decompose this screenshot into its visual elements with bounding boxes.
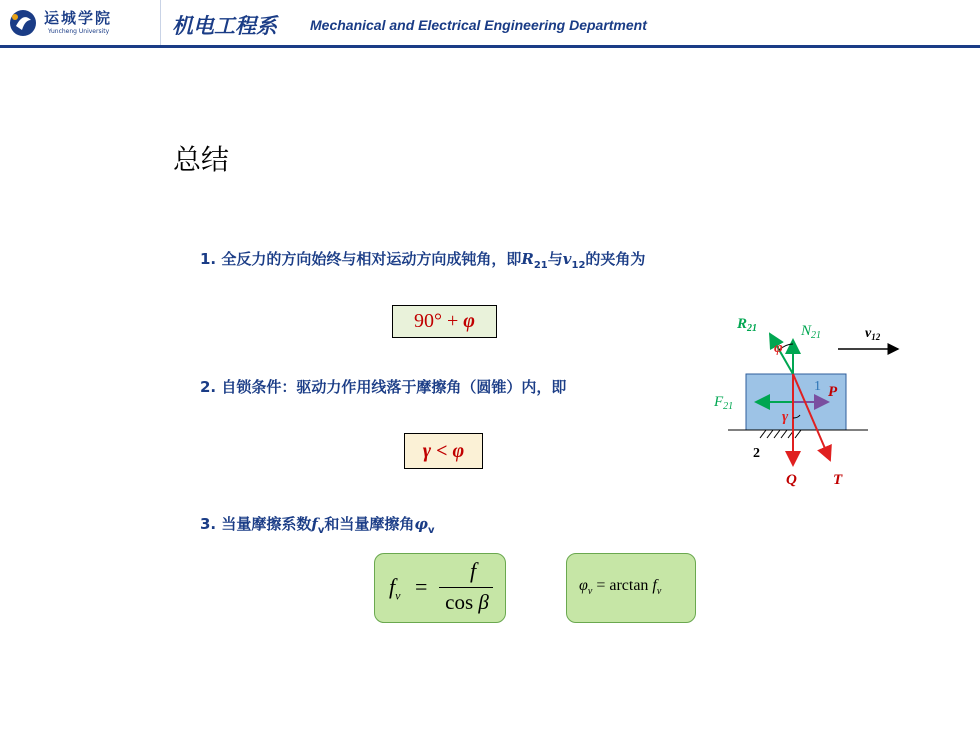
point-3-sub-phi: v <box>427 525 435 536</box>
formula2-expression: $\varphi_v = \arctan f_v$ <box>579 577 662 598</box>
formula1-denominator: cos β <box>445 590 489 614</box>
box1-phi: φ <box>463 310 475 332</box>
page-title: 总结 <box>173 143 230 176</box>
point-1-mid: 与 <box>547 250 563 268</box>
formula1-fraction-bar <box>439 587 493 588</box>
box1-degrees: 90° <box>414 310 442 332</box>
equivalent-friction-angle-formula <box>566 553 696 623</box>
point-1-sym-v: v <box>562 250 572 268</box>
logo-text-en: Yuncheng University <box>48 28 110 35</box>
point-3 <box>200 513 434 536</box>
box2-lt: < <box>431 440 453 462</box>
header <box>0 0 980 46</box>
label-body-2: 2 <box>753 446 760 461</box>
label-T: T <box>833 472 843 488</box>
point-3-prefix: 3. 当量摩擦系数 <box>200 515 312 533</box>
box2-phi: φ <box>452 440 465 462</box>
point-1-suffix: 的夹角为 <box>585 250 646 268</box>
label-body-1: 1 <box>814 379 821 394</box>
point-1-sym-r: R <box>521 250 534 268</box>
university-logo <box>0 0 158 46</box>
point-3-mid: 和当量摩擦角 <box>324 515 415 533</box>
box2-gamma: γ <box>422 440 432 462</box>
friction-force-diagram <box>700 300 920 500</box>
logo-text-cn: 运城学院 <box>44 9 113 27</box>
label-v: $v_{12}$ <box>865 326 881 342</box>
point-1 <box>200 248 645 271</box>
formula1-numerator: f <box>469 558 477 583</box>
point-3-sym-phi: φ <box>414 515 428 533</box>
box1-plus: + <box>442 310 464 332</box>
label-P: P <box>828 384 838 400</box>
ground-hatching <box>760 430 801 438</box>
university-emblem-icon <box>8 8 38 38</box>
point-1-prefix: 1. 全反力的方向始终与相对运动方向成钝角，即 <box>200 250 522 268</box>
formula1-lhs: $f_v$ <box>389 574 401 603</box>
equivalent-friction-coefficient-formula <box>374 553 506 623</box>
obtuse-angle-box <box>392 305 497 338</box>
label-phi: φ <box>774 340 783 356</box>
header-divider <box>160 0 161 46</box>
label-N: $N_{21}$ <box>801 323 822 341</box>
point-3-sym-f: f <box>311 515 318 533</box>
label-F: $F_{21}$ <box>714 394 734 412</box>
label-gamma: γ <box>782 409 789 425</box>
point-1-sub-r: 21 <box>533 260 548 271</box>
self-lock-condition-box <box>404 433 483 469</box>
department-name-en: Mechanical and Electrical Engineering Department <box>310 17 647 33</box>
point-2: 2. 自锁条件：驱动力作用线落于摩擦角（圆锥）内，即 <box>200 378 567 396</box>
formula1-eq: = <box>415 574 428 599</box>
point-3-sub-f: v <box>317 525 325 536</box>
label-R: $R_{21}$ <box>737 316 758 334</box>
label-Q: Q <box>786 472 797 488</box>
header-rule <box>0 45 980 48</box>
department-name-cn: 机电工程系 <box>172 14 277 38</box>
point-1-sub-v: 12 <box>571 260 586 271</box>
